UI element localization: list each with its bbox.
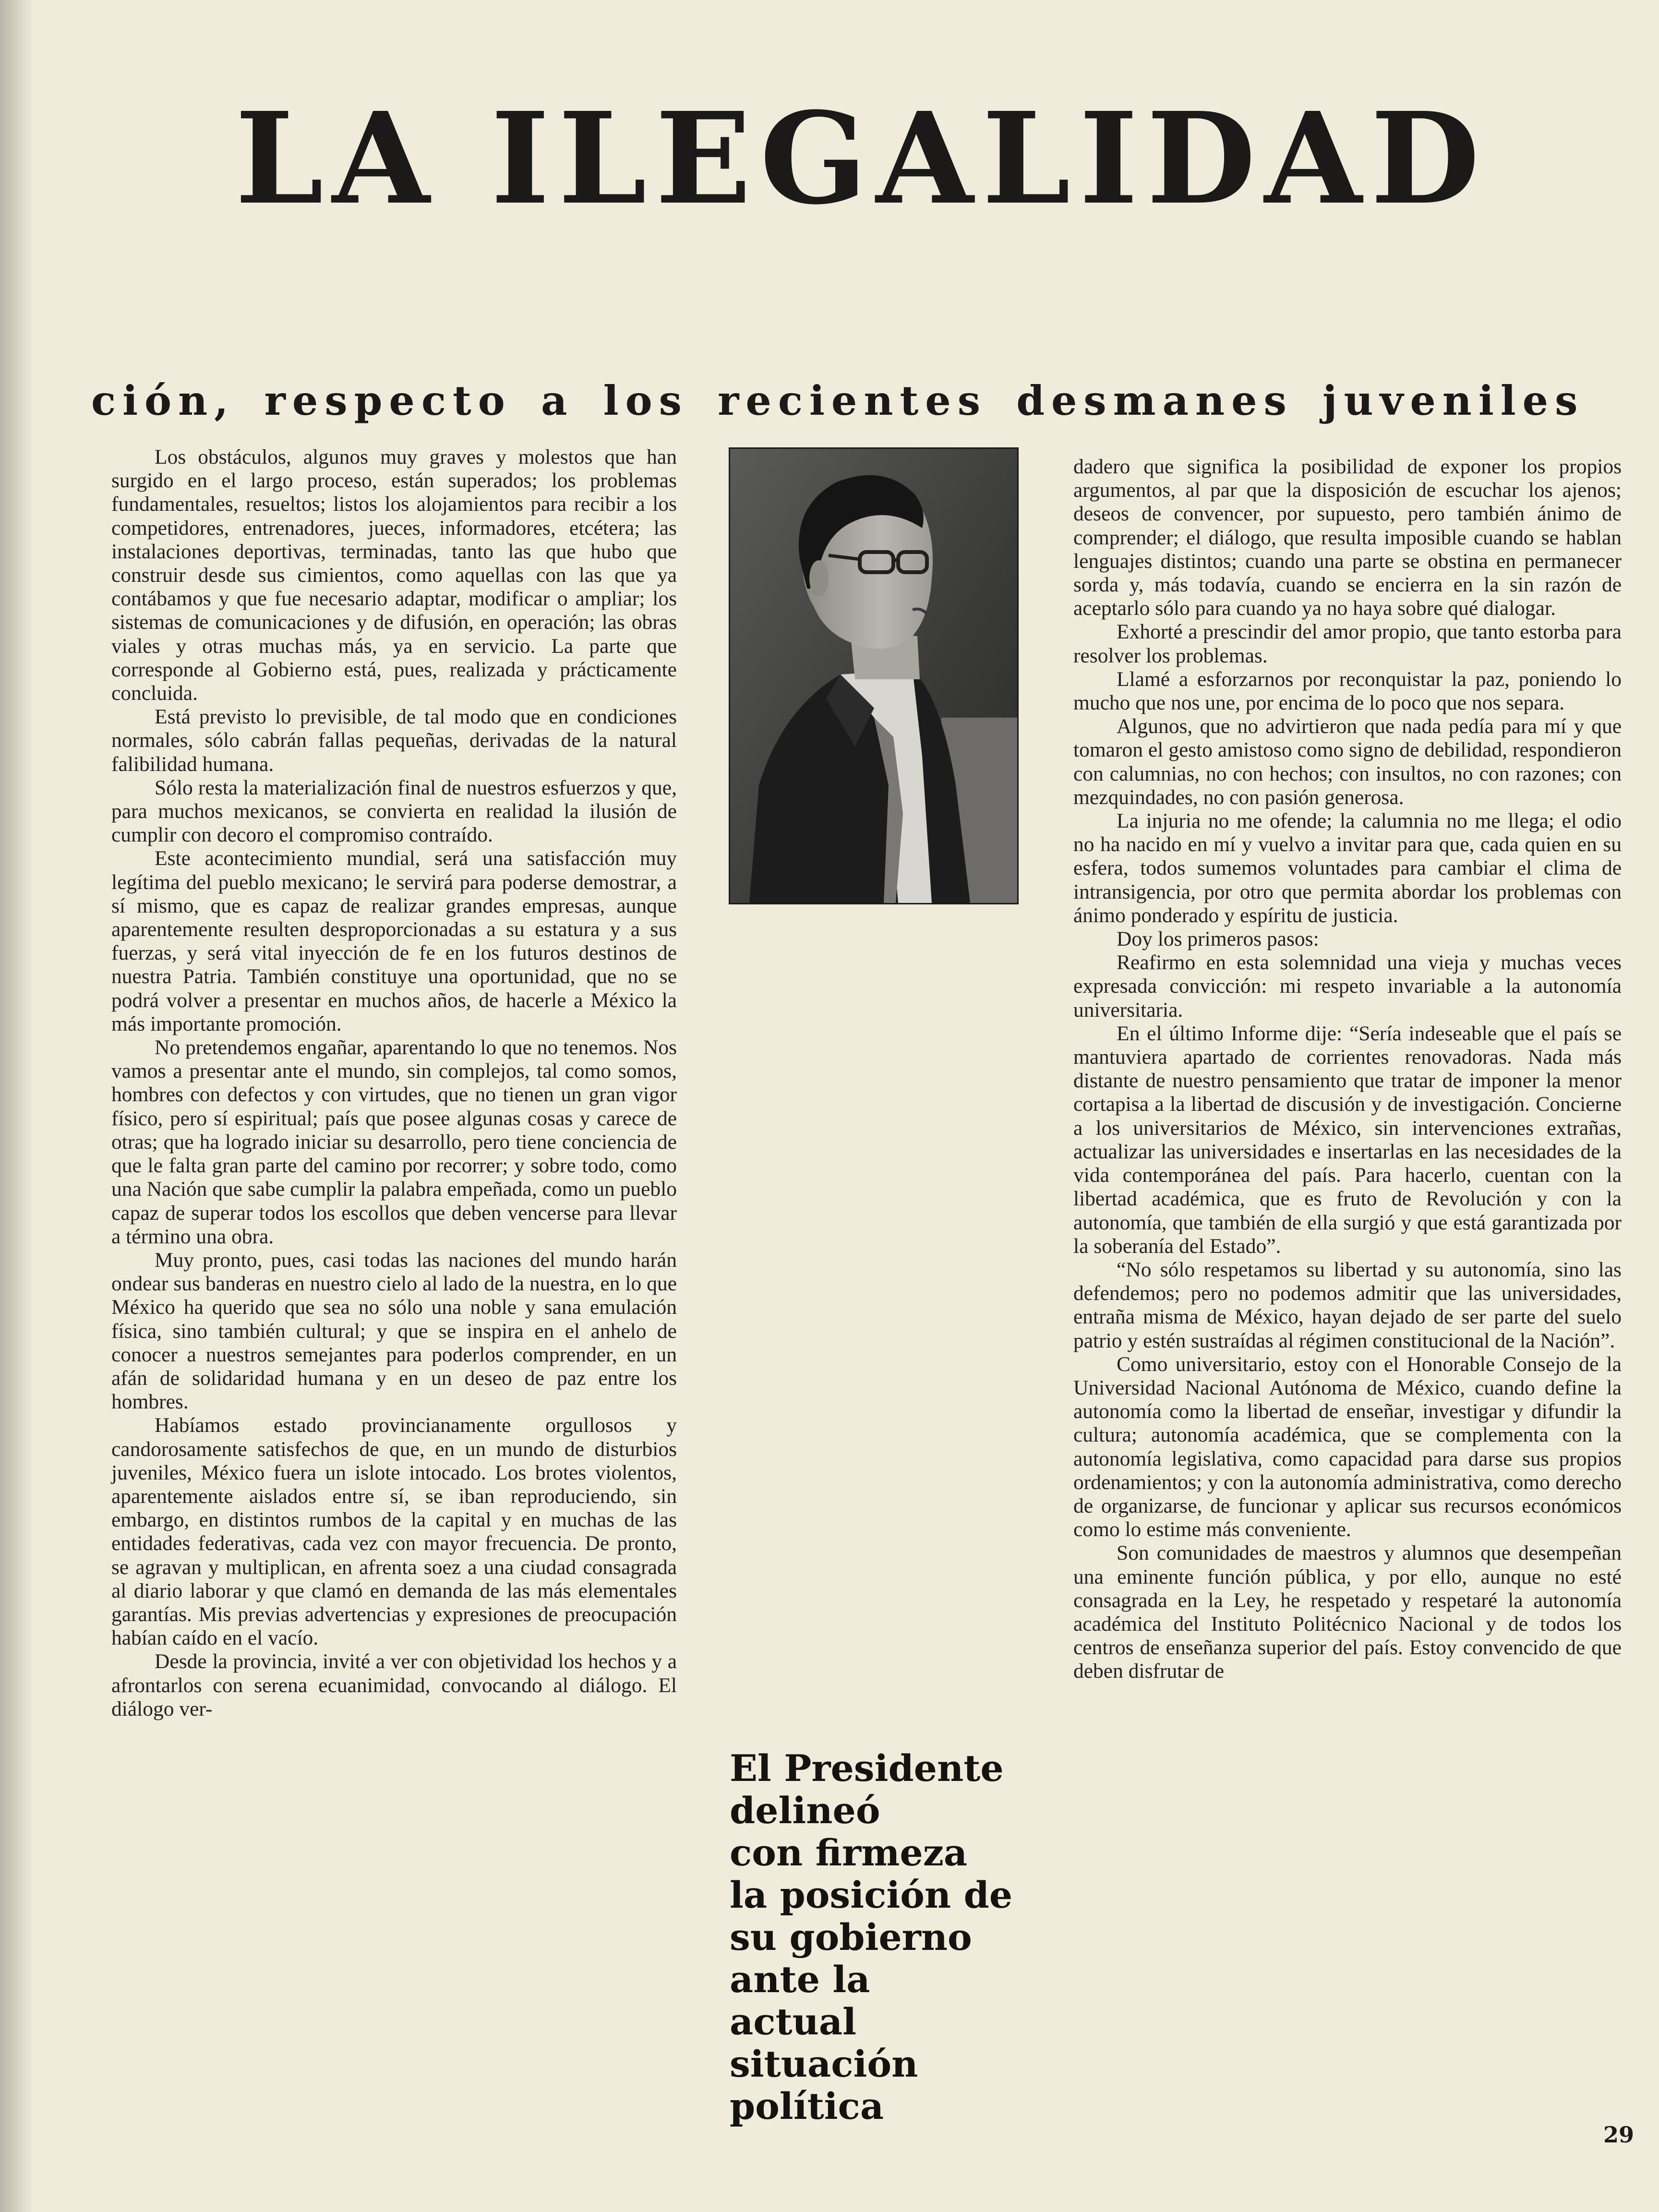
paragraph: Son comunidades de maestros y alumnos que desempeñan una eminente función pública, y por ello, aunque no esté consagrada en la Ley, he respetado y respetaré la autonomía académica del Instituto Politécnico Nacional y de todos los centros de enseñanza superior del país. Estoy convencido de que deben disfrutar de: [1073, 1541, 1622, 1683]
headline: LA ILEGALIDAD: [235, 84, 1489, 232]
paragraph: dadero que significa la posibilidad de exponer los propios argumentos, al par que la disposición de escuchar los ajenos; deseos de convencer, por supuesto, pero también ánimo de comprender; el diálogo, que resulta imposible cuando se hablan lenguajes distintos; cuando una parte se obstina en permanecer sorda y, más todavía, cuando se encierra en la sin razón de aceptarlo sólo para cuando ya no haya sobre qué dialogar.: [1073, 455, 1622, 620]
pull-quote-line: con firmeza: [730, 1831, 968, 1874]
portrait-illustration: [730, 449, 1017, 903]
paragraph: Habíamos estado provincianamente orgullosos y candorosamente satisfechos de que, en un mundo de disturbios juveniles, México fuera un islote intocado. Los brotes violentos, aparentemente aislados entre sí, se iban reproduciendo, sin embargo, en distintos rumbos de la capital y en muchas de las entidades federativas, cada vez con mayor frecuencia. De pronto, se agravan y multiplican, en afrenta soez a una ciudad consagrada al diario laborar y que clamó en demanda de las más elementales garantías. Mis previas advertencias y expresiones de preocupación habían caído en el vacío.: [111, 1414, 677, 1650]
pull-quote: [730, 1747, 1042, 2128]
paragraph: Exhorté a prescindir del amor propio, que tanto estorba para resolver los problemas.: [1073, 620, 1622, 667]
right-text-column: [1073, 455, 1622, 1683]
paragraph: En el último Informe dije: “Sería indeseable que el país se mantuviera apartado de corrientes renovadoras. Nada más distante de nuestro pensamiento que tratar de imponer la menor cortapisa a la libertad de discusión y de investigación. Concierne a los universitarios de México, sin intervenciones extrañas, actualizar las universidades e insertarlas en las necesidades de la vida contemporánea del país. Para hacerlo, cuentan con la libertad académica, que es fruto de Revolución y con la autonomía, que también de ella surgió y que está garantizada por la soberanía del Estado”.: [1073, 1022, 1622, 1258]
binding-shadow: [0, 0, 34, 2212]
president-portrait-photo: [729, 447, 1019, 904]
pull-quote-line: El Presidente: [730, 1747, 1004, 1790]
subheadline: ción, respecto a los recientes desmanes juveniles: [91, 377, 1585, 424]
paragraph: No pretendemos engañar, aparentando lo que no tenemos. Nos vamos a presentar ante el mundo, sin complejos, tal como somos, hombres con defectos y con virtudes, que no tienen un gran vigor físico, pero sí espiritual; país que posee algunas cosas y carece de otras; que ha logrado iniciar su desarrollo, pero tiene conciencia de que le falta gran parte del camino por recorrer; y sobre todo, como una Nación que sabe cumplir la palabra empeñada, como un pueblo capaz de superar todos los escollos que deben vencerse para llevar a término una obra.: [111, 1036, 677, 1248]
paragraph: Doy los primeros pasos:: [1117, 927, 1319, 951]
paragraph: Está previsto lo previsible, de tal modo que en condiciones normales, sólo cabrán fallas pequeñas, derivadas de la natural falibilidad humana.: [111, 705, 677, 776]
paragraph: Desde la provincia, invité a ver con objetividad los hechos y a afrontarlos con serena ecuanimidad, convocando al diálogo. El diálogo ver-: [111, 1650, 677, 1720]
paragraph: Llamé a esforzarnos por reconquistar la paz, poniendo lo mucho que nos une, por encima de lo poco que nos separa.: [1073, 667, 1622, 715]
paragraph: Reafirmo en esta solemnidad una vieja y muchas veces expresada convicción: mi respeto invariable a la autonomía universitaria.: [1073, 951, 1622, 1022]
left-text-column: [111, 445, 677, 1721]
pull-quote-line: actual: [730, 2000, 856, 2043]
paragraph: “No sólo respetamos su libertad y su autonomía, sino las defendemos; pero no podemos admitir que las universidades, entraña misma de México, hayan dejado de ser parte del suelo patrio y estén sustraídas al régimen constitucional de la Nación”.: [1073, 1258, 1622, 1352]
paragraph: Sólo resta la materialización final de nuestros esfuerzos y que, para muchos mexicanos, se convierta en realidad la ilusión de cumplir con decoro el compromiso contraído.: [111, 776, 677, 847]
page-number: 29: [1603, 2122, 1635, 2148]
pull-quote-line: política: [730, 2085, 884, 2128]
pull-quote-line: situación: [730, 2043, 918, 2085]
paragraph: Muy pronto, pues, casi todas las naciones del mundo harán ondear sus banderas en nuestro cielo al lado de la nuestra, en lo que México ha querido que sea no sólo una noble y sana emulación física, sino también cultural; y que se inspira en el anhelo de conocer a nuestros semejantes para poderlos comprender, en un afán de solidaridad humana y en un deseo de paz entre los hombres.: [111, 1248, 677, 1414]
pull-quote-line: la posición de: [730, 1874, 1013, 1916]
pull-quote-line: ante la: [730, 1958, 870, 2001]
paragraph: Algunos, que no advirtieron que nada pedía para mí y que tomaron el gesto amistoso como signo de debilidad, respondieron con calumnias, no con hechos; con insultos, no con razones; con mezquindades, no con pasión generosa.: [1073, 715, 1622, 809]
pull-quote-line: su gobierno: [730, 1916, 972, 1959]
paragraph: Como universitario, estoy con el Honorable Consejo de la Universidad Nacional Autónoma de México, cuando define la autonomía como la libertad de enseñar, investigar y difundir la cultura; autonomía académica, que se complementa con la autonomía legislativa, como capacidad para darse sus propios ordenamientos; y con la autonomía administrativa, como derecho de organizarse, de funcionar y aplicar sus recursos económicos como lo estime más conveniente.: [1073, 1352, 1622, 1541]
paragraph: La injuria no me ofende; la calumnia no me llega; el odio no ha nacido en mí y vuelvo a invitar para que, cada quien en su esfera, todos sumemos voluntades para cambiar el clima de intransigencia, por otro que permita abordar los problemas con ánimo ponderado y espíritu de justicia.: [1073, 809, 1622, 927]
paragraph: Los obstáculos, algunos muy graves y molestos que han surgido en el largo proceso, están superados; los problemas fundamentales, resueltos; listos los alojamientos para recibir a los competidores, entrenadores, jueces, informadores, etcétera; las instalaciones deportivas, terminadas, tanto las que hubo que construir desde sus cimientos, como aquellas con las que ya contábamos y que fue necesario adaptar, modificar o ampliar; los sistemas de comunicaciones y de difusión, en operación; las obras viales y otras muchas más, ya en servicio. La parte que corresponde al Gobierno está, pues, realizada y prácticamente concluida.: [111, 445, 677, 705]
paragraph: Este acontecimiento mundial, será una satisfacción muy legítima del pueblo mexicano; le servirá para poderse demostrar, a sí mismo, que es capaz de realizar grandes empresas, aunque aparentemente resulten desproporcionadas a su estatura y a sus fuerzas, y será vital inyección de fe en los futuros destinos de nuestra Patria. También constituye una oportunidad, que no se podrá volver a presentar en muchos años, de hacerle a México la más importante promoción.: [111, 847, 677, 1035]
pull-quote-line: delineó: [730, 1789, 880, 1832]
